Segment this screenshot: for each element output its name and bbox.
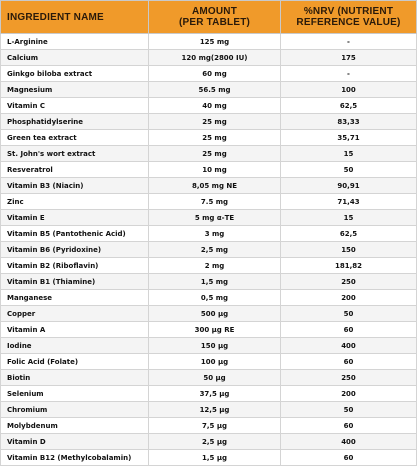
nrv-cell: 60 [281, 450, 417, 466]
amount-cell: 50 μg [149, 370, 281, 386]
amount-cell: 2,5 μg [149, 434, 281, 450]
nrv-cell: 400 [281, 434, 417, 450]
header-row [1, 1, 417, 34]
amount-cell: 37,5 μg [149, 386, 281, 402]
amount-cell: 0,5 mg [149, 290, 281, 306]
nrv-cell: 15 [281, 210, 417, 226]
ingredient-name-cell: Magnesium [1, 82, 149, 98]
nrv-cell: - [281, 34, 417, 50]
amount-cell: 2 mg [149, 258, 281, 274]
ingredient-name-cell: Vitamin C [1, 98, 149, 114]
table-row [1, 146, 417, 162]
table-row [1, 162, 417, 178]
ingredient-name-cell: Manganese [1, 290, 149, 306]
amount-cell: 40 mg [149, 98, 281, 114]
nrv-cell: 50 [281, 162, 417, 178]
table-row [1, 98, 417, 114]
nrv-cell: 15 [281, 146, 417, 162]
ingredient-name-cell: Selenium [1, 386, 149, 402]
amount-cell: 8,05 mg NE [149, 178, 281, 194]
table-body [1, 34, 417, 466]
amount-cell: 25 mg [149, 114, 281, 130]
table-row [1, 434, 417, 450]
nrv-cell: 250 [281, 274, 417, 290]
table-row [1, 242, 417, 258]
ingredient-name-cell: Vitamin B5 (Pantothenic Acid) [1, 226, 149, 242]
table-row [1, 226, 417, 242]
nrv-cell: 35,71 [281, 130, 417, 146]
nrv-cell: 60 [281, 418, 417, 434]
amount-cell: 1,5 mg [149, 274, 281, 290]
amount-cell: 60 mg [149, 66, 281, 82]
ingredient-name-cell: Vitamin B12 (Methylcobalamin) [1, 450, 149, 466]
table-row [1, 66, 417, 82]
table-row [1, 450, 417, 466]
amount-cell: 56.5 mg [149, 82, 281, 98]
ingredient-name-cell: Zinc [1, 194, 149, 210]
ingredient-name-cell: L-Arginine [1, 34, 149, 50]
nrv-cell: 181,82 [281, 258, 417, 274]
table-row [1, 386, 417, 402]
amount-cell: 500 μg [149, 306, 281, 322]
nrv-cell: 150 [281, 242, 417, 258]
ingredient-name-cell: Vitamin B6 (Pyridoxine) [1, 242, 149, 258]
ingredient-name-cell: Vitamin D [1, 434, 149, 450]
nrv-cell: 175 [281, 50, 417, 66]
nrv-cell: 100 [281, 82, 417, 98]
table-row [1, 130, 417, 146]
ingredient-name-cell: Copper [1, 306, 149, 322]
table-row [1, 210, 417, 226]
ingredient-name-cell: Vitamin B2 (Riboflavin) [1, 258, 149, 274]
ingredient-name-cell: Green tea extract [1, 130, 149, 146]
table-row [1, 82, 417, 98]
table-row [1, 306, 417, 322]
ingredient-name-cell: Phosphatidylserine [1, 114, 149, 130]
table-row [1, 274, 417, 290]
nrv-cell: 62,5 [281, 226, 417, 242]
table-row [1, 338, 417, 354]
nrv-cell: 60 [281, 322, 417, 338]
table-row [1, 418, 417, 434]
table-row [1, 322, 417, 338]
header-amount: AMOUNT (PER TABLET) [149, 1, 281, 34]
amount-cell: 300 μg RE [149, 322, 281, 338]
amount-cell: 7.5 mg [149, 194, 281, 210]
nrv-cell: 50 [281, 402, 417, 418]
ingredient-name-cell: Chromium [1, 402, 149, 418]
nrv-cell: 200 [281, 386, 417, 402]
table-row [1, 402, 417, 418]
table-row [1, 34, 417, 50]
table-row [1, 370, 417, 386]
table-row [1, 178, 417, 194]
nrv-cell: 60 [281, 354, 417, 370]
ingredient-name-cell: Resveratrol [1, 162, 149, 178]
nrv-cell: 62,5 [281, 98, 417, 114]
amount-cell: 150 μg [149, 338, 281, 354]
amount-cell: 10 mg [149, 162, 281, 178]
amount-cell: 120 mg(2800 IU) [149, 50, 281, 66]
ingredient-name-cell: Vitamin E [1, 210, 149, 226]
ingredient-name-cell: Vitamin B1 (Thiamine) [1, 274, 149, 290]
header-nrv: %NRV (NUTRIENT REFERENCE VALUE) [281, 1, 417, 34]
amount-cell: 100 μg [149, 354, 281, 370]
header-ingredient-name: INGREDIENT NAME [1, 1, 149, 34]
amount-cell: 12,5 μg [149, 402, 281, 418]
ingredient-name-cell: Calcium [1, 50, 149, 66]
table-header [1, 1, 417, 34]
table-row [1, 354, 417, 370]
nrv-cell: 400 [281, 338, 417, 354]
amount-cell: 25 mg [149, 130, 281, 146]
ingredient-name-cell: Iodine [1, 338, 149, 354]
ingredient-name-cell: Vitamin A [1, 322, 149, 338]
nrv-cell: - [281, 66, 417, 82]
table-row [1, 290, 417, 306]
nrv-cell: 71,43 [281, 194, 417, 210]
nrv-cell: 200 [281, 290, 417, 306]
ingredient-name-cell: Folic Acid (Folate) [1, 354, 149, 370]
amount-cell: 7,5 μg [149, 418, 281, 434]
table-row [1, 114, 417, 130]
amount-cell: 5 mg α-TE [149, 210, 281, 226]
table-row [1, 258, 417, 274]
ingredient-name-cell: Biotin [1, 370, 149, 386]
amount-cell: 3 mg [149, 226, 281, 242]
amount-cell: 2,5 mg [149, 242, 281, 258]
ingredient-name-cell: St. John's wort extract [1, 146, 149, 162]
nrv-cell: 250 [281, 370, 417, 386]
ingredient-name-cell: Molybdenum [1, 418, 149, 434]
nrv-cell: 50 [281, 306, 417, 322]
table-row [1, 50, 417, 66]
amount-cell: 1,5 μg [149, 450, 281, 466]
nrv-cell: 83,33 [281, 114, 417, 130]
amount-cell: 125 mg [149, 34, 281, 50]
table-row [1, 194, 417, 210]
amount-cell: 25 mg [149, 146, 281, 162]
nrv-cell: 90,91 [281, 178, 417, 194]
ingredient-name-cell: Vitamin B3 (Niacin) [1, 178, 149, 194]
ingredient-name-cell: Ginkgo biloba extract [1, 66, 149, 82]
